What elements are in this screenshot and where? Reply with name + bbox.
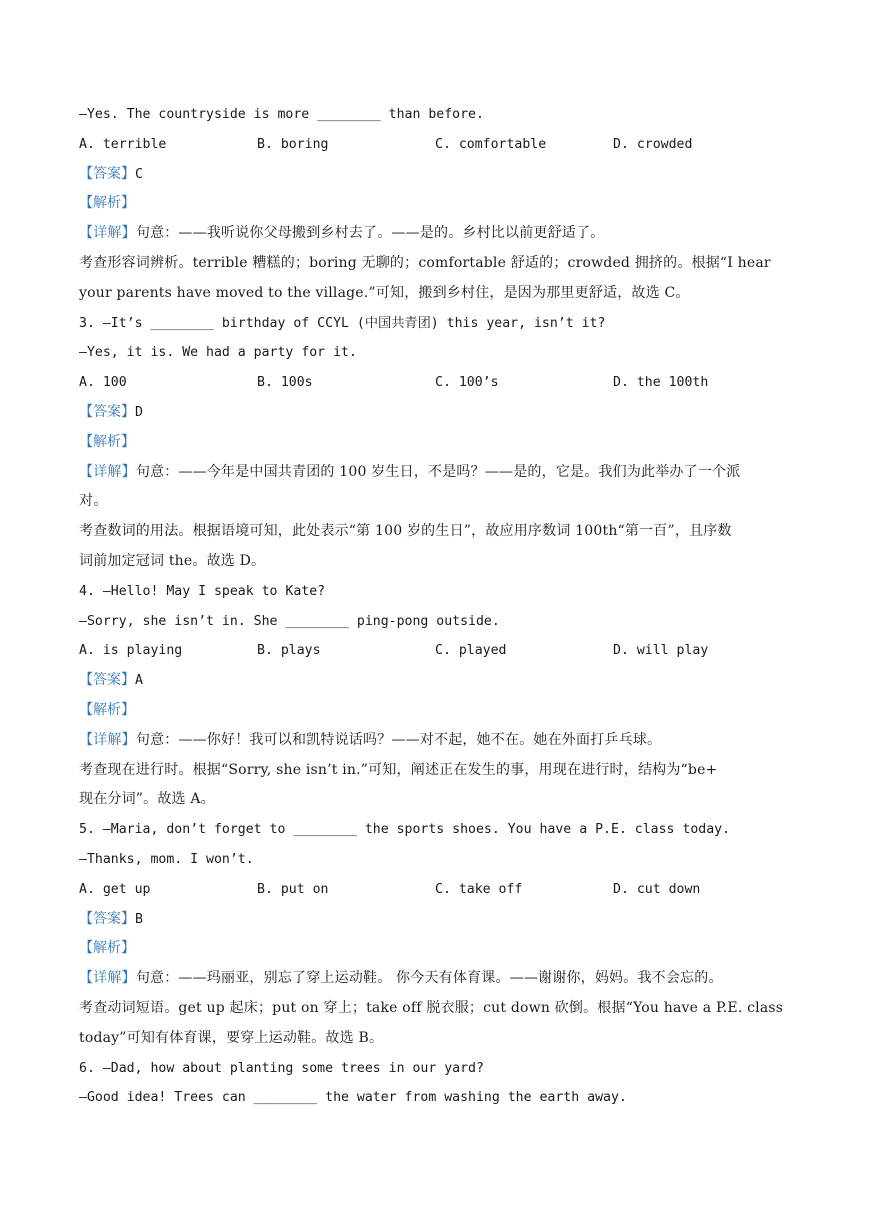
q4-detail-line-3: 现在分词”。故选 A。 xyxy=(79,791,215,808)
q2-detail-line-3: your parents have moved to the village.”可知，搬到乡村住，是因为那里更舒适，故选 C。 xyxy=(79,284,690,301)
q2-options xyxy=(79,130,799,160)
q3-answer xyxy=(79,398,799,428)
q5-option-b: B. put on xyxy=(257,881,329,897)
document-page xyxy=(79,100,799,1113)
detail-tag: 【详解】 xyxy=(79,731,136,748)
q2-stem-line-2: —Yes. The countryside is more ________ than before. xyxy=(79,107,484,122)
q4-analysis-tag: 【解析】 xyxy=(79,701,135,718)
q3-option-d: D. the 100th xyxy=(613,375,709,391)
q4-option-b: B. plays xyxy=(257,643,321,659)
q4-detail-line-1 xyxy=(79,726,799,756)
q4-answer xyxy=(79,666,799,696)
answer-tag: 【答案】 xyxy=(79,165,135,182)
q3-detail-line-3: 考查数词的用法。根据语境可知，此处表示“第 100 岁的生日”，故应用序数词 100th“第一百”，且序数 xyxy=(79,523,732,540)
q3-option-c: C. 100’s xyxy=(435,375,499,391)
q5-answer xyxy=(79,905,799,935)
q3-answer-value: D xyxy=(135,404,143,420)
answer-tag: 【答案】 xyxy=(79,672,135,689)
q2-option-b: B. boring xyxy=(257,136,329,152)
q3-detail-line-4: 词前加定冠词 the。故选 D。 xyxy=(79,552,266,569)
q2-option-c: C. comfortable xyxy=(435,136,547,152)
q2-analysis-tag: 【解析】 xyxy=(79,195,135,212)
q3-options xyxy=(79,368,799,398)
q4-answer-value: A xyxy=(135,673,143,689)
q3-analysis-tag: 【解析】 xyxy=(79,433,135,450)
q3-stem-line-2: —Yes, it is. We had a party for it. xyxy=(79,345,357,361)
q3-stem-line-1: 3. —It’s ________ birthday of CCYL (中国共青团) this year, isn’t it? xyxy=(79,315,606,331)
q5-options xyxy=(79,875,799,905)
q3-option-a: A. 100 xyxy=(79,375,127,391)
q4-detail-line-2: 考查现在进行时。根据“Sorry, she isn’t in.”可知，阐述正在发生的事，用现在进行时，结构为“be+ xyxy=(79,761,718,778)
q5-detail-text: 句意：——玛丽亚，别忘了穿上运动鞋。 你今天有体育课。——谢谢你，妈妈。我不会忘的。 xyxy=(135,970,723,987)
q5-analysis-tag: 【解析】 xyxy=(79,940,135,957)
q2-answer xyxy=(79,160,799,190)
q6-stem-line-2: —Good idea! Trees can ________ the water from washing the earth away. xyxy=(79,1090,627,1106)
q2-detail-line-1 xyxy=(79,219,799,249)
detail-tag: 【详解】 xyxy=(79,970,136,987)
q5-option-c: C. take off xyxy=(435,881,523,897)
q4-detail-text: 句意：——你好！我可以和凯特说话吗？——对不起，她不在。她在外面打乒乓球。 xyxy=(135,731,662,748)
q4-options xyxy=(79,636,799,666)
q4-option-c: C. played xyxy=(435,643,507,659)
q6-stem-line-1: 6. —Dad, how about planting some trees in our yard? xyxy=(79,1060,484,1076)
q5-option-a: A. get up xyxy=(79,881,151,897)
q3-detail-text: 句意：——今年是中国共青团的 100 岁生日，不是吗？——是的，它是。我们为此举办了一个派 xyxy=(135,463,741,480)
q3-detail-line-2: 对。 xyxy=(79,493,108,510)
q5-detail-line-1 xyxy=(79,964,799,994)
q4-stem-line-1: 4. —Hello! May I speak to Kate? xyxy=(79,583,326,599)
q5-detail-line-2: 考查动词短语。get up 起床；put on 穿上；take off 脱衣服；cut down 砍倒。根据“You have a P.E. class xyxy=(79,999,784,1016)
q4-stem-line-2: —Sorry, she isn’t in. She ________ ping-pong outside. xyxy=(79,613,500,629)
q5-answer-value: B xyxy=(135,911,143,927)
answer-tag: 【答案】 xyxy=(79,910,135,927)
q5-stem-line-2: —Thanks, mom. I won’t. xyxy=(79,851,254,867)
q5-detail-line-3: today”可知有体育课，要穿上运动鞋。故选 B。 xyxy=(79,1029,384,1046)
detail-tag: 【详解】 xyxy=(79,225,136,242)
q3-option-b: B. 100s xyxy=(257,375,313,391)
detail-tag: 【详解】 xyxy=(79,463,136,480)
q3-detail-line-1 xyxy=(79,458,799,488)
q2-detail-text: 句意：——我听说你父母搬到乡村去了。——是的。乡村比以前更舒适了。 xyxy=(135,225,605,242)
q2-option-d: D. crowded xyxy=(613,136,693,152)
answer-tag: 【答案】 xyxy=(79,403,135,420)
q5-option-d: D. cut down xyxy=(613,881,701,897)
q5-stem-line-1: 5. —Maria, don’t forget to ________ the sports shoes. You have a P.E. class today. xyxy=(79,822,731,838)
q2-detail-line-2: 考查形容词辨析。terrible 糟糕的；boring 无聊的；comfortable 舒适的；crowded 拥挤的。根据“I hear xyxy=(79,254,771,271)
q4-option-d: D. will play xyxy=(613,643,709,659)
q2-answer-value: C xyxy=(135,166,143,182)
q2-option-a: A. terrible xyxy=(79,136,167,152)
q4-option-a: A. is playing xyxy=(79,643,183,659)
